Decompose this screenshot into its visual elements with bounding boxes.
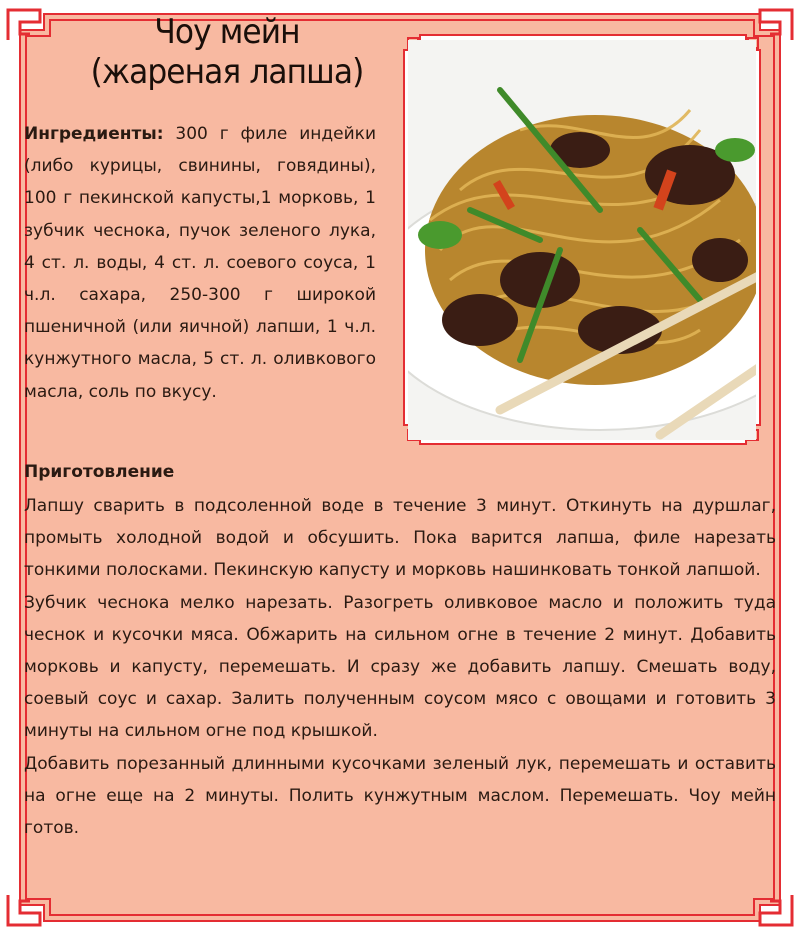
preparation-step-1: Лапшу сварить в подсоленной воде в течение 3 минут. Откинуть на дуршлаг, промыть холодной водой и обсушить. Пока варится лапша, филе нарезать тонкими полосками. Пекинскую капусту и морковь нашинковать тонкой лапшой. [24,496,776,581]
noodles-dish-photo [370,40,800,440]
recipe-title [75,12,379,92]
preparation-step-2: Зубчик чеснока мелко нарезать. Разогреть оливковое масло и положить туда чеснок и кусочки мяса. Обжарить на сильном огне в течение 2 минут. Добавить морковь и капусту, перемешать. И сразу же добавить лапшу. Смешать воду, соевый соус и сахар. Залить полученным соусом мясо с овощами и готовить 3 минуты на сильном огне под крышкой. [24,592,776,742]
ingredients-text: 300 г филе индейки (либо курицы, свинины, говядины), 100 г пекинской капусты,1 морковь, 1 зубчик чеснока, пучок зеленого лука, 4 ст. л. воды, 4 ст. л. соевого соуса, 1 ч.л. сахара, 250-300 г широкой пшеничной (или яичной) лапши, 1 ч.л. кунжутного масла, 5 ст. л. оливкового масла, соль по вкусу. [24,124,376,402]
title-line-2: (жареная лапша) [90,52,364,92]
preparation-block [24,490,776,844]
title-line-1: Чоу мейн [154,12,300,52]
preparation-step-3: Добавить порезанный длинными кусочками зеленый лук, перемешать и оставить на огне еще на 2 минуты. Полить кунжутным маслом. Перемешать. Чоу мейн готов. [24,753,776,839]
preparation-label: Приготовление [24,462,175,482]
ingredients-label: Ингредиенты: [24,124,164,144]
ingredients-block [24,118,376,408]
